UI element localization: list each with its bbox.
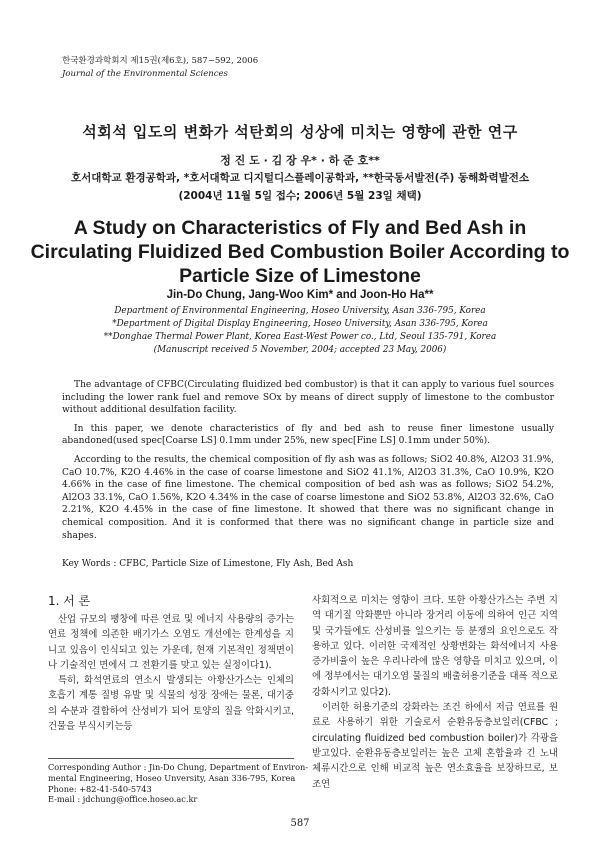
footnote-divider — [48, 758, 294, 759]
affiliation-line: **Donghae Thermal Power Plant, Korea East-West Power co., Ltd, Seoul 135-791, Korea — [103, 332, 497, 342]
affiliation-line: *Department of Digital Display Engineering, Hoseo University, Asan 336-795, Korea — [112, 319, 488, 329]
abstract-paragraph: According to the results, the chemical composition of fly ash was as follows; SiO2 40.8%, Al2O3 31.9%, CaO 10.7%, K2O 4.46% in the case of coarse limestone and SiO2 41.1%, Al2O3 31.3%, CaO 10.9%, K2O 4.66% in the case of fine limestone. The chemical composition of bed ash was as follows; SiO2 54.2%, Al2O3 33.1%, CaO 1.56%, K2O 4.34% in the case of coarse limestone and SiO2 53.8%, Al2O3 32.6%, CaO 2.21%, K2O 4.45% in the case of fine limestone. It showed that there was no significant change in chemical composition. And it is conformed that there was no significant change in particle size and shapes. — [62, 454, 554, 541]
authors-korean: 정 진 도 · 김 장 우* · 하 준 호** — [220, 154, 380, 167]
body-column-left — [48, 593, 294, 734]
journal-name-en: Journal of the Environmental Sciences — [62, 69, 228, 79]
abstract-paragraph: In this paper, we denote characteristics of fly and bed ash to reuse finer limestone usually abandoned(used spec[Coarse LS] 0.1mm under 25%, new spec[Fine LS] 0.1mm under 50%). — [62, 423, 554, 447]
journal-header — [62, 55, 258, 81]
footnote-line: Corresponding Author : Jin-Do Chung, Department of Environ- — [48, 762, 309, 772]
affiliations-english — [0, 305, 600, 357]
title-english: A Study on Characteristics of Fly and Bed Ash in Circulating Fluidized Bed Combustion Boiler According to Particle Size of Limestone — [30, 217, 570, 287]
body-paragraph: 이러한 허용기준의 강화라는 조건 하에서 저급 연료를 원료로 사용하기 위한 기술로서 순환유동층보일러(CFBC ; circulating fluidized bed combustion boiler)가 각광을 받고있다. 순환유동층보일러는 높은 고체 혼합율과 긴 노내 체류시간으로 인해 비교적 높은 연소효율을 보장하므로, 보조연 — [312, 702, 558, 790]
abstract-paragraph: The advantage of CFBC(Circulating fluidized bed combustor) is that it can apply to various fuel sources including the lower rank fuel and remove SOx by means of direct supply of limestone to the combustor without additional desulfation facility. — [62, 380, 554, 416]
body-paragraph: 사회적으로 미치는 영향이 크다. 또한 아황산가스는 주변 지역 대기질 악화뿐만 아니라 장거리 이동에 의하여 인근 지역 및 국가들에도 산성비를 일으키는 등 분쟁의 요인으로도 작용하고 있다. 이러한 국제적인 상황변화는 화석에너지 사용 증가비율이 높은 우리나라에 많은 영향을 미치고 있으며, 이에 정부에서는 대기오염 물질의 배출허용기준을 대폭 적으로 강화시키고 있다2). — [312, 595, 558, 698]
abstract — [62, 379, 554, 548]
corresponding-author-footnote — [48, 762, 309, 805]
journal-citation-ko: 한국환경과학회지 제15권(제6호), 587~592, 2006 — [62, 56, 259, 66]
body-column-right — [312, 593, 558, 792]
footnote-line: E-mail : jdchung@office.hoseo.ac.kr — [48, 794, 198, 805]
authors-english: Jin-Do Chung, Jang-Woo Kim* and Joon-Ho Ha** — [166, 289, 434, 301]
section-heading: 1. 서 론 — [48, 594, 91, 608]
keywords: Key Words : CFBC, Particle Size of Limestone, Fly Ash, Bed Ash — [62, 559, 354, 569]
footnote-line: Phone: +82-41-540-5743 — [48, 783, 152, 794]
manuscript-dates: (Manuscript received 5 November, 2004; accepted 23 May, 2006) — [153, 345, 447, 355]
body-paragraph: 특히, 화석연료의 연소시 발생되는 아황산가스는 인체의 호흡기 계통 질병 유발 및 식물의 성장 장애는 물론, 대기중의 수분과 결합하여 산성비가 되어 토양의 질을 악화시키고, 건물을 부식시키는등 — [48, 675, 294, 733]
title-korean: 석회석 입도의 변화가 석탄회의 성상에 미치는 영향에 관한 연구 — [82, 123, 518, 141]
footnote-line: mental Engineering, Hoseo Unversity, Asan 336-795, Korea — [48, 772, 296, 783]
page-number: 587 — [290, 818, 310, 829]
dates-korean: (2004년 11월 5일 접수; 2006년 5월 23일 채택) — [178, 190, 422, 202]
affiliations-korean: 호서대학교 환경공학과, *호서대학교 디지털디스플레이공학과, **한국동서발전(주) 동해화력발전소 — [70, 172, 530, 184]
affiliation-line: Department of Environmental Engineering, Hoseo University, Asan 336-795, Korea — [114, 306, 486, 316]
body-paragraph: 산업 규모의 팽창에 따른 연료 및 에너지 사용량의 증가는 연료 정책에 의존한 배기가스 오염도 개선에는 한계성을 지니고 있음이 인식되고 있는 가운데, 현재 기본적인 정책면이나 기술적인 면에서 그 전환기를 맞고 있는 실정이다1). — [48, 614, 294, 671]
